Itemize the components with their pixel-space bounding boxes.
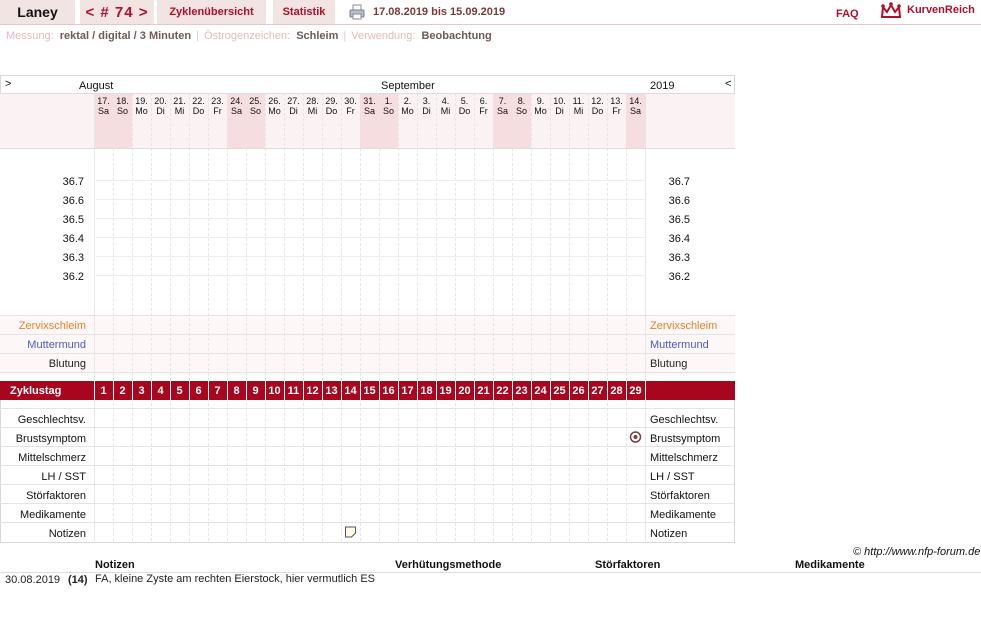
temp-label-right: 36.5 <box>668 214 690 226</box>
prev-nav-arrow[interactable]: > <box>5 78 12 90</box>
day-date-label: 21. <box>173 96 186 106</box>
bottom-row-label-right: Störfaktoren <box>650 490 710 502</box>
crown-logo-icon[interactable] <box>880 2 902 20</box>
measure-label: Messung: <box>6 30 54 42</box>
cycle-day-number: 22 <box>496 385 509 397</box>
weekday-label: Mi <box>573 106 584 116</box>
day-date-label: 19. <box>135 96 148 106</box>
cycle-chart <box>0 75 735 543</box>
obs-row-label-right: Zervixschleim <box>650 320 718 332</box>
cycle-day-number: 14 <box>344 385 357 397</box>
day-date-label: 10. <box>553 96 566 106</box>
bottom-row-label-left: Geschlechtsv. <box>17 414 86 426</box>
cycle-day-number: 20 <box>458 385 471 397</box>
temp-label-left: 36.5 <box>62 214 84 226</box>
temp-label-left: 36.3 <box>62 252 84 264</box>
bottom-row-label-right: Geschlechtsv. <box>650 414 719 426</box>
day-date-label: 29. <box>325 96 338 106</box>
temp-label-right: 36.2 <box>668 271 690 283</box>
weekday-label: Di <box>555 106 564 116</box>
obs-row-label-right: Blutung <box>650 358 688 370</box>
cycle-day-number: 10 <box>268 385 281 397</box>
bottom-row-label-left: Medikamente <box>19 509 86 521</box>
bottom-row-label-right: Mittelschmerz <box>650 452 718 464</box>
date-range: 17.08.2019 bis 15.09.2019 <box>373 6 506 18</box>
weekday-label: So <box>382 106 395 116</box>
bottom-row-label-right: Medikamente <box>650 509 717 521</box>
notes-col-header: Notizen <box>95 559 135 571</box>
weekday-label: Do <box>458 106 471 116</box>
day-date-label: 4. <box>441 96 450 106</box>
obs-row-label-left: Blutung <box>48 358 86 370</box>
cycle-day-number: 11 <box>287 385 300 397</box>
cycle-day-number: 28 <box>610 385 623 397</box>
usage-value: Beobachtung <box>421 30 492 42</box>
user-name: Laney <box>0 0 75 24</box>
cycle-day-number: 26 <box>572 385 585 397</box>
bottom-row-label-left: LH / SST <box>41 471 86 483</box>
medication-col-header: Medikamente <box>795 559 865 571</box>
year-label: 2019 <box>650 80 675 92</box>
observation-band <box>0 315 735 375</box>
separator: | <box>343 30 347 42</box>
copyright[interactable]: © http://www.nfp-forum.de <box>853 546 981 558</box>
weekday-label: Mo <box>135 106 148 116</box>
day-date-label: 12. <box>591 96 604 106</box>
day-date-label: 22. <box>192 96 205 106</box>
cycle-day-number: 15 <box>363 385 376 397</box>
estrogen-label: Östrogenzeichen: <box>203 30 291 42</box>
weekday-label: So <box>249 106 262 116</box>
cycle-day-number: 6 <box>195 385 202 397</box>
weekday-label: Do <box>591 106 604 116</box>
bottom-row-label-left: Mittelschmerz <box>18 452 86 464</box>
cycle-day-number: 12 <box>306 385 319 397</box>
weekday-label: Di <box>422 106 431 116</box>
printer-icon[interactable] <box>349 4 365 20</box>
weekday-label: So <box>515 106 528 116</box>
cycle-day-number: 18 <box>420 385 433 397</box>
cycle-chart-svg <box>0 75 735 543</box>
weekday-label: Mi <box>440 106 451 116</box>
temp-label-right: 36.4 <box>668 233 690 245</box>
day-date-label: 14. <box>629 96 642 106</box>
day-date-label: 31. <box>363 96 376 106</box>
faq-link[interactable]: FAQ <box>836 8 859 20</box>
day-date-label: 25. <box>249 96 262 106</box>
weekday-label: Sa <box>230 106 243 116</box>
bottom-row-label-left: Notizen <box>48 528 86 540</box>
month-label-mid: September <box>381 80 435 92</box>
weekday-label: Mi <box>307 106 318 116</box>
cycle-day-number: 2 <box>119 385 126 397</box>
usage-label: Verwendung: <box>351 30 416 42</box>
day-date-label: 26. <box>268 96 281 106</box>
month-label-left: August <box>79 80 114 92</box>
weekday-label: Fr <box>213 106 222 116</box>
temp-label-left: 36.2 <box>62 271 84 283</box>
weekday-label: Do <box>192 106 205 116</box>
cycle-day-number: 1 <box>100 385 107 397</box>
weekday-label: Mo <box>401 106 414 116</box>
cycle-day-number: 24 <box>534 385 547 397</box>
weekday-label: Sa <box>629 106 642 116</box>
bottom-row-label-right: LH / SST <box>650 471 695 483</box>
cycle-day-number: 23 <box>515 385 528 397</box>
cycle-day-number: 8 <box>233 385 240 397</box>
day-date-label: 6. <box>479 96 488 106</box>
temp-label-right: 36.6 <box>668 195 690 207</box>
cycle-day-number: 9 <box>252 385 259 397</box>
weekday-label: Mo <box>268 106 281 116</box>
day-date-label: 2. <box>403 96 412 106</box>
cycle-day-number: 4 <box>157 385 164 397</box>
day-date-label: 18. <box>116 96 129 106</box>
temp-label-left: 36.4 <box>62 233 84 245</box>
weekday-label: Di <box>156 106 165 116</box>
day-date-label: 17. <box>97 96 110 106</box>
tab-statistics[interactable]: Statistik <box>273 0 335 24</box>
estrogen-value: Schleim <box>296 30 339 42</box>
obs-row-label-right: Muttermund <box>650 339 709 351</box>
separator: | <box>196 30 199 42</box>
day-date-label: 5. <box>460 96 469 106</box>
cycle-navigator[interactable]: < # 74 > <box>80 0 154 24</box>
bottom-row-label-right: Notizen <box>650 528 688 540</box>
logo-text[interactable]: KurvenReich <box>907 4 975 16</box>
cycle-day-number: 25 <box>553 385 566 397</box>
cycle-day-number: 3 <box>138 385 145 397</box>
day-date-label: 11. <box>572 96 585 106</box>
cycle-day-number: 29 <box>629 385 642 397</box>
method-col-header: Verhütungsmethode <box>395 559 502 571</box>
cycle-day-number: 16 <box>382 385 395 397</box>
weekday-label: Fr <box>346 106 355 116</box>
day-date-label: 24. <box>230 96 243 106</box>
day-date-label: 7. <box>498 96 507 106</box>
temp-label-right: 36.3 <box>668 252 690 264</box>
day-date-label: 20. <box>154 96 167 106</box>
settings-line <box>6 30 492 42</box>
bottom-row-label-right: Brustsymptom <box>650 433 721 445</box>
day-date-label: 28. <box>306 96 319 106</box>
day-date-label: 9. <box>536 96 545 106</box>
obs-row-label-left: Zervixschleim <box>18 320 86 332</box>
temp-label-left: 36.7 <box>62 176 84 188</box>
next-nav-arrow[interactable]: < <box>725 78 732 90</box>
day-date-label: 27. <box>287 96 300 106</box>
weekday-label: Fr <box>612 106 621 116</box>
weekday-label: Fr <box>479 106 488 116</box>
day-date-label: 30. <box>344 96 357 106</box>
breast-symptom-dot <box>634 435 638 439</box>
disruptors-col-header: Störfaktoren <box>595 559 661 571</box>
bottom-row-label-left: Störfaktoren <box>26 490 86 502</box>
weekday-label: Do <box>325 106 338 116</box>
day-date-label: 23. <box>211 96 224 106</box>
weekday-label: Sa <box>97 106 110 116</box>
weekday-label: Di <box>289 106 298 116</box>
tab-cycle-overview[interactable]: Zyklenübersicht <box>157 0 266 24</box>
cycle-day-label: Zyklustag <box>10 385 62 397</box>
weekday-label: Sa <box>363 106 376 116</box>
weekday-label: Sa <box>496 106 509 116</box>
top-bar <box>0 0 981 25</box>
weekday-label: Mo <box>534 106 547 116</box>
cycle-day-number: 7 <box>214 385 221 397</box>
day-date-label: 8. <box>517 96 526 106</box>
note-cycle-day: (14) <box>68 574 88 586</box>
day-date-label: 1. <box>384 96 393 106</box>
note-date: 30.08.2019 <box>5 574 61 586</box>
day-date-label: 3. <box>422 96 431 106</box>
cycle-day-number: 19 <box>439 385 452 397</box>
measure-value: rektal / digital / 3 Minuten <box>59 30 192 42</box>
weekday-label: So <box>116 106 129 116</box>
temp-label-right: 36.7 <box>668 176 690 188</box>
day-date-label: 13. <box>610 96 623 106</box>
bottom-row-label-left: Brustsymptom <box>15 433 86 445</box>
temp-label-left: 36.6 <box>62 195 84 207</box>
cycle-day-number: 27 <box>591 385 604 397</box>
note-text: FA, kleine Zyste am rechten Eierstock, hier vermutlich ES <box>95 573 375 585</box>
cycle-day-number: 21 <box>477 385 490 397</box>
cycle-day-number: 13 <box>325 385 338 397</box>
weekday-label: Mi <box>174 106 185 116</box>
obs-row-label-left: Muttermund <box>27 339 86 351</box>
cycle-day-number: 5 <box>176 385 183 397</box>
cycle-day-number: 17 <box>401 385 414 397</box>
